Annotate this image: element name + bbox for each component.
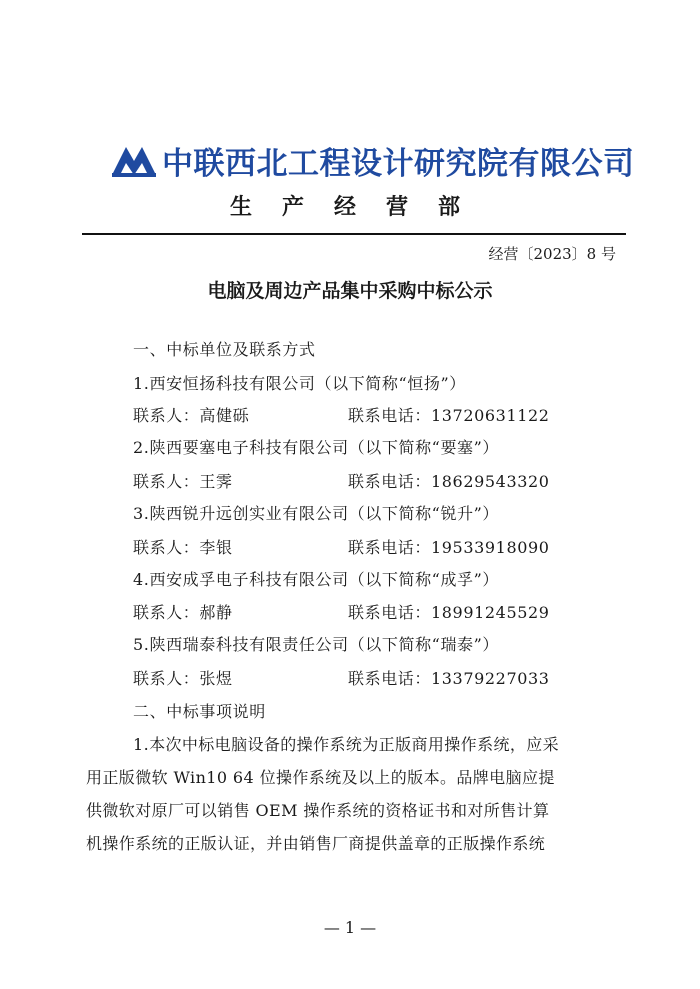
document-number: 经营〔2023〕8 号	[488, 245, 616, 263]
contact-phone: 联系电话：19533918090	[348, 538, 550, 557]
contact-person: 联系人：李银	[133, 538, 233, 557]
section-heading: 一、中标单位及联系方式	[133, 340, 316, 359]
department-name: 生产经营部	[229, 194, 490, 220]
paragraph-line: 用正版微软 Win10 64 位操作系统及以上的版本。品牌电脑应提	[86, 768, 555, 787]
document-title: 电脑及周边产品集中采购中标公示	[207, 280, 493, 302]
paragraph-line: 供微软对原厂可以销售 OEM 操作系统的资格证书和对所售计算	[86, 801, 550, 820]
company-name-line: 4.西安成孚电子科技有限公司（以下简称“成孚”）	[133, 570, 500, 589]
page-number: — 1 —	[323, 918, 377, 937]
contact-phone: 联系电话：18629543320	[348, 472, 550, 491]
contact-person: 联系人：郝静	[133, 603, 233, 622]
company-name-line: 2.陕西要塞电子科技有限公司（以下简称“要塞”）	[133, 438, 500, 457]
contact-phone: 联系电话：13379227033	[348, 669, 550, 688]
paragraph-line: 1.本次中标电脑设备的操作系统为正版商用操作系统，应采	[133, 735, 560, 754]
contact-person: 联系人：高健砾	[133, 406, 250, 425]
company-logo-icon	[112, 143, 156, 177]
paragraph-line: 机操作系统的正版认证，并由销售厂商提供盖章的正版操作系统	[86, 834, 546, 853]
company-name-line: 5.陕西瑞泰科技有限责任公司（以下简称“瑞泰”）	[133, 635, 500, 654]
header-divider	[82, 233, 626, 235]
contact-person: 联系人：张煜	[133, 669, 233, 688]
contact-person: 联系人：王霁	[133, 472, 233, 491]
company-name: 中联西北工程设计研究院有限公司	[162, 145, 635, 182]
company-name-line: 1.西安恒扬科技有限公司（以下简称“恒扬”）	[133, 374, 466, 393]
section-heading: 二、中标事项说明	[133, 702, 266, 721]
company-name-line: 3.陕西锐升远创实业有限公司（以下简称“锐升”）	[133, 504, 500, 523]
company-logo	[112, 140, 635, 180]
contact-phone: 联系电话：18991245529	[348, 603, 550, 622]
contact-phone: 联系电话：13720631122	[348, 406, 550, 425]
